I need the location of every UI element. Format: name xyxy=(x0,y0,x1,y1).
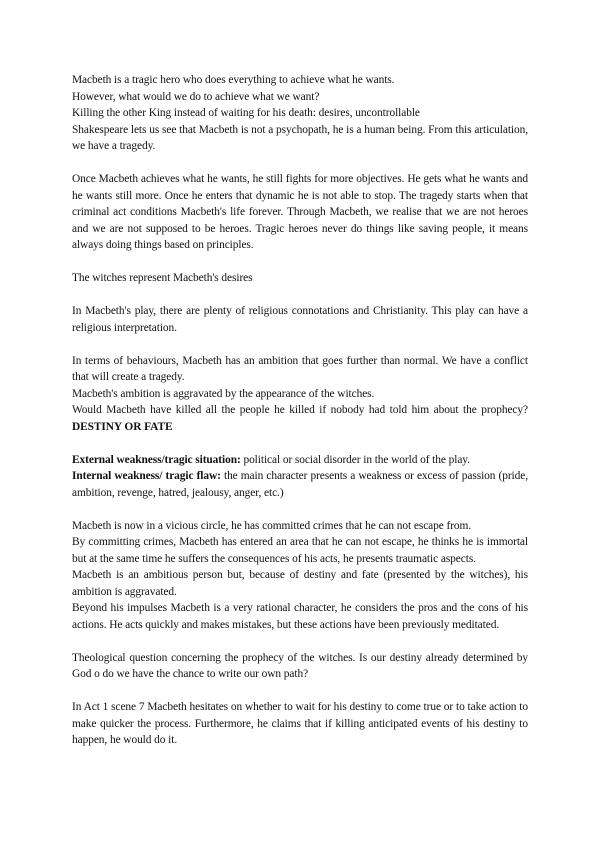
paragraph-gap xyxy=(72,336,528,353)
intro-line-4: Shakespeare lets us see that Macbeth is not a psychopath, he is a human being. From this articulation, we have a tragedy. xyxy=(72,123,528,152)
paragraph-ambition: Once Macbeth achieves what he wants, he still fights for more objectives. He gets what he wants and he wants still more. Once he enters that dynamic he is not able to stop. The tragedy starts when that criminal act conditions Macbeth's life forever. Through Macbeth, we realise that we are not heroes and we are not supposed to be heroes. Tragic heroes never do things like saving people, it means always doing things based on principles. xyxy=(72,173,528,251)
document-page xyxy=(72,72,528,749)
paragraph-religion: In Macbeth's play, there are plenty of religious connotations and Christianity. This play can have a religious interpretation. xyxy=(72,305,528,334)
behaviour-question: Would Macbeth have killed all the people he killed if nobody had told him about the prophecy? xyxy=(72,404,528,416)
intro-line-3: Killing the other King instead of waiting for his death: desires, uncontrollable xyxy=(72,107,420,119)
paragraph-gap xyxy=(72,287,528,304)
external-weakness-text: political or social disorder in the world of the play. xyxy=(240,453,470,466)
internal-weakness-text: the main character presents a weakness or excess of passion (pride, ambition, revenge, hatred, jealousy, anger, etc.) xyxy=(72,470,528,499)
paragraph-theological: Theological question concerning the prophecy of the witches. Is our destiny already determined by God o do we have the chance to write our own path? xyxy=(72,651,528,680)
external-weakness xyxy=(72,452,528,469)
external-weakness-label: External weakness/tragic situation: xyxy=(72,453,241,466)
intro-line-2: However, what would we do to achieve what we want? xyxy=(72,90,320,103)
internal-weakness xyxy=(72,468,528,501)
vicious-circle-line-1: Macbeth is now in a vicious circle, he has committed crimes that he can not escape from. xyxy=(72,519,472,532)
vicious-circle-line-4: Beyond his impulses Macbeth is a very rational character, he considers the pros and the cons of his actions. He acts quickly and makes mistakes, but these actions have been previously meditated. xyxy=(72,602,528,631)
paragraph-gap xyxy=(72,683,528,700)
behaviour-line-3 xyxy=(72,402,528,435)
paragraph-gap xyxy=(72,633,528,650)
destiny-or-fate: DESTINY OR FATE xyxy=(72,420,173,433)
paragraph-act1-scene7: In Act 1 scene 7 Macbeth hesitates on whether to wait for his destiny to come true or to take action to make quicker the process. Furthermore, he claims that if killing anticipated events of his destiny to happen, he would do it. xyxy=(72,701,528,746)
behaviour-line-1: In terms of behaviours, Macbeth has an ambition that goes further than normal. We have a conflict that will create a tragedy. xyxy=(72,354,528,383)
paragraph-gap xyxy=(72,155,528,172)
internal-weakness-label: Internal weakness/ tragic flaw: xyxy=(72,470,221,482)
paragraph-gap xyxy=(72,501,528,518)
behaviour-line-2: Macbeth's ambition is aggravated by the appearance of the witches. xyxy=(72,387,375,400)
paragraph-witches: The witches represent Macbeth's desires xyxy=(72,272,253,284)
vicious-circle-line-3: Macbeth is an ambitious person but, because of destiny and fate (presented by the witches), his ambition is aggravated. xyxy=(72,569,528,598)
paragraph-gap xyxy=(72,254,528,271)
intro-line-1: Macbeth is a tragic hero who does everything to achieve what he wants. xyxy=(72,74,395,86)
vicious-circle-line-2: By committing crimes, Macbeth has entered an area that he can not escape, he thinks he is immortal but at the same time he suffers the consequences of his acts, he presents traumatic aspects. xyxy=(72,536,528,565)
paragraph-gap xyxy=(72,435,528,452)
